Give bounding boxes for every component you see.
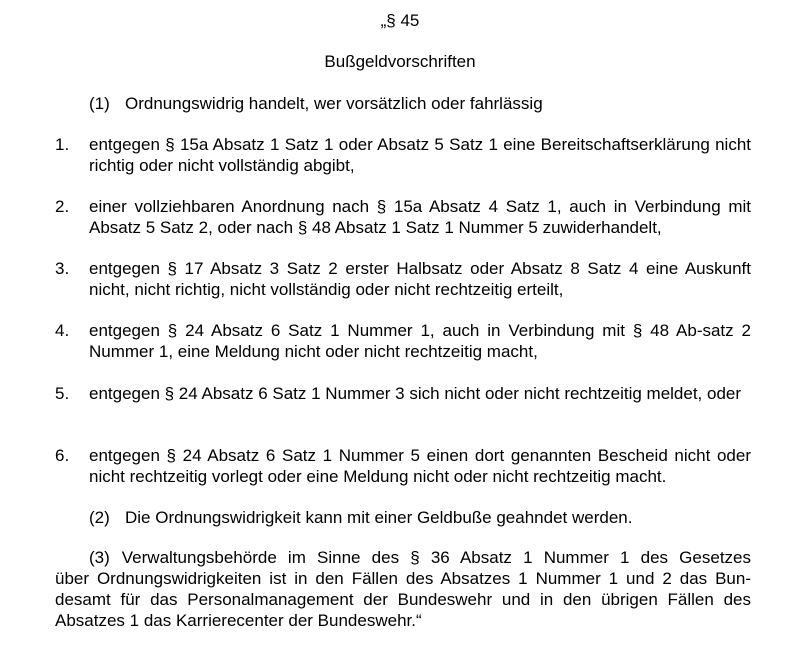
- list-item-text: entgegen § 24 Absatz 6 Satz 1 Nummer 5 einen dort genannten Bescheid nicht oder nicht rechtzeitig vorlegt oder eine Meldung nicht oder nicht rechtzeitig macht.: [89, 446, 751, 486]
- list-item: [55, 134, 751, 176]
- list-item-number: 5.: [55, 384, 70, 403]
- list-item: [55, 445, 751, 487]
- list-item-text: einer vollziehbaren Anordnung nach § 15a Absatz 4 Satz 1, auch in Verbindung mit Absatz 5 Satz 2, oder nach § 48 Absatz 1 Satz 1 Nummer 5 zuwiderhandelt,: [89, 197, 751, 237]
- paragraph-number: (2): [89, 508, 110, 527]
- paragraph-text: Ordnungswidrig handelt, wer vorsätzlich oder fahrlässig: [125, 94, 543, 113]
- paragraph-text: Die Ordnungswidrigkeit kann mit einer Geldbuße geahndet werden.: [125, 508, 633, 527]
- list-item-number: 4.: [55, 321, 70, 340]
- list-item: [55, 258, 751, 300]
- list-item: [55, 320, 751, 362]
- list-item-text: entgegen § 24 Absatz 6 Satz 1 Nummer 1, auch in Verbindung mit § 48 Ab-satz 2 Nummer 1, eine Meldung nicht oder nicht rechtzeitig macht,: [89, 321, 751, 361]
- list-item: [55, 196, 751, 238]
- paragraph-line: [55, 547, 751, 568]
- list-item-text: entgegen § 15a Absatz 1 Satz 1 oder Absatz 5 Satz 1 eine Bereitschaftserklärung nicht richtig oder nicht vollständig abgibt,: [89, 135, 751, 175]
- section-title: Bußgeldvorschriften: [324, 52, 476, 71]
- section-number: „§ 45: [380, 11, 420, 30]
- paragraph-number: (1): [89, 94, 110, 113]
- list-item-text: entgegen § 24 Absatz 6 Satz 1 Nummer 3 sich nicht oder nicht rechtzeitig meldet, oder: [89, 384, 742, 403]
- paragraph-line-text: Verwaltungsbehörde im Sinne des § 36 Absatz 1 Nummer 1 des Gesetzes: [121, 548, 751, 567]
- list-item-number: 3.: [55, 259, 70, 278]
- list-item-number: 2.: [55, 197, 70, 216]
- paragraph-line: desamt für das Personalmanagement der Bundeswehr und in den übrigen Fällen des: [55, 590, 751, 609]
- list-item: [55, 383, 751, 404]
- paragraph-number: (3): [89, 548, 110, 567]
- list-item-text: entgegen § 17 Absatz 3 Satz 2 erster Halbsatz oder Absatz 8 Satz 4 eine Auskunft nicht, nicht richtig, nicht vollständig oder nicht rechtzeitig erteilt,: [89, 259, 751, 299]
- paragraph-line: über Ordnungswidrigkeiten ist in den Fällen des Absatzes 1 Nummer 1 und 2 das Bun-: [55, 569, 751, 588]
- list-item-number: 6.: [55, 446, 70, 465]
- paragraph-3: [55, 547, 751, 631]
- paragraph-line: Absatzes 1 das Karrierecenter der Bundeswehr.“: [55, 611, 422, 630]
- list-item-number: 1.: [55, 135, 70, 154]
